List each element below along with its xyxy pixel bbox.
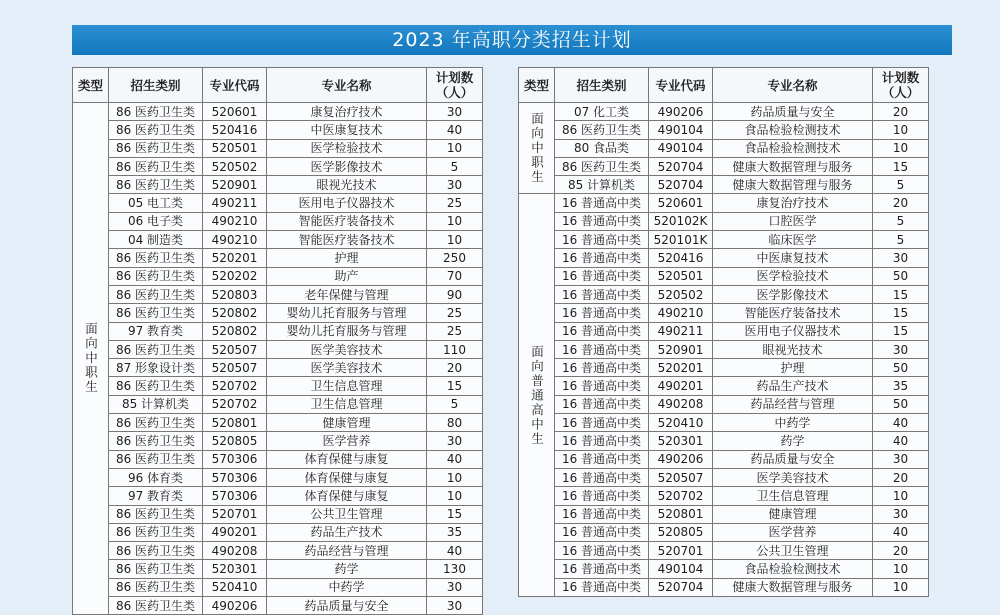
major-cell: 卫生信息管理 (267, 377, 427, 395)
major-cell: 口腔医学 (713, 212, 873, 230)
category-cell: 16 普通高中类 (555, 249, 649, 267)
table-row (519, 377, 929, 395)
category-cell: 16 普通高中类 (555, 487, 649, 505)
major-cell: 智能医疗装备技术 (267, 231, 427, 249)
quota-cell: 40 (873, 414, 929, 432)
code-cell: 520704 (649, 578, 713, 596)
code-cell: 520701 (649, 542, 713, 560)
major-cell: 中医康复技术 (713, 249, 873, 267)
category-cell: 16 普通高中类 (555, 450, 649, 468)
quota-cell: 30 (427, 432, 483, 450)
table-row (73, 560, 483, 578)
table-row (73, 505, 483, 523)
category-cell: 16 普通高中类 (555, 414, 649, 432)
group-type-cell: 面向中职生 (519, 103, 555, 194)
category-cell: 16 普通高中类 (555, 432, 649, 450)
table-row (73, 322, 483, 340)
table-row (519, 487, 929, 505)
quota-cell: 10 (873, 560, 929, 578)
major-cell: 体育保健与康复 (267, 468, 427, 486)
page-title: 2023 年高职分类招生计划 (72, 25, 952, 55)
code-cell: 520801 (203, 414, 267, 432)
major-cell: 临床医学 (713, 231, 873, 249)
category-cell: 86 医药卫生类 (109, 450, 203, 468)
quota-cell: 10 (873, 487, 929, 505)
major-cell: 眼视光技术 (267, 176, 427, 194)
category-cell: 97 教育类 (109, 322, 203, 340)
code-cell: 490210 (649, 304, 713, 322)
quota-cell: 15 (873, 157, 929, 175)
major-cell: 药品生产技术 (713, 377, 873, 395)
quota-cell: 5 (427, 157, 483, 175)
table-row (519, 176, 929, 194)
major-cell: 药学 (267, 560, 427, 578)
table-row (73, 157, 483, 175)
major-cell: 健康大数据管理与服务 (713, 157, 873, 175)
code-cell: 520202 (203, 267, 267, 285)
code-cell: 520507 (649, 468, 713, 486)
code-cell: 490210 (203, 212, 267, 230)
table-row (519, 395, 929, 413)
enrollment-table-right (518, 67, 929, 597)
code-cell: 490201 (203, 523, 267, 541)
category-header: 招生类别 (555, 68, 649, 103)
table-row (73, 450, 483, 468)
table-row (519, 578, 929, 596)
code-cell: 520802 (203, 304, 267, 322)
quota-header: 计划数 （人） (873, 68, 929, 103)
quota-cell: 40 (427, 450, 483, 468)
code-cell: 520301 (203, 560, 267, 578)
code-cell: 520410 (203, 578, 267, 596)
code-cell: 570306 (203, 468, 267, 486)
category-cell: 16 普通高中类 (555, 377, 649, 395)
table-row (519, 304, 929, 322)
quota-cell: 20 (873, 542, 929, 560)
quota-cell: 10 (873, 139, 929, 157)
table-row (73, 487, 483, 505)
category-cell: 16 普通高中类 (555, 285, 649, 303)
quota-cell: 15 (427, 505, 483, 523)
quota-cell: 5 (873, 212, 929, 230)
code-header: 专业代码 (203, 68, 267, 103)
major-cell: 医学影像技术 (713, 285, 873, 303)
quota-cell: 15 (873, 285, 929, 303)
major-cell: 中医康复技术 (267, 121, 427, 139)
code-cell: 520601 (649, 194, 713, 212)
quota-cell: 10 (427, 212, 483, 230)
quota-cell: 30 (873, 340, 929, 358)
major-cell: 药学 (713, 432, 873, 450)
major-cell: 医学美容技术 (267, 340, 427, 358)
category-cell: 16 普通高中类 (555, 468, 649, 486)
table-row (519, 322, 929, 340)
table-row (519, 212, 929, 230)
quota-cell: 30 (427, 597, 483, 615)
quota-cell: 20 (873, 103, 929, 121)
category-cell: 07 化工类 (555, 103, 649, 121)
major-cell: 卫生信息管理 (267, 395, 427, 413)
major-cell: 助产 (267, 267, 427, 285)
table-row (519, 450, 929, 468)
table-row (519, 267, 929, 285)
code-cell: 490104 (649, 560, 713, 578)
code-cell: 490208 (649, 395, 713, 413)
quota-cell: 15 (873, 304, 929, 322)
category-cell: 16 普通高中类 (555, 578, 649, 596)
code-cell: 520802 (203, 322, 267, 340)
quota-cell: 35 (427, 523, 483, 541)
table-row (519, 157, 929, 175)
major-cell: 药品质量与安全 (713, 450, 873, 468)
table-row (519, 139, 929, 157)
quota-cell: 20 (873, 194, 929, 212)
category-cell: 16 普通高中类 (555, 322, 649, 340)
table-row (73, 176, 483, 194)
major-cell: 康复治疗技术 (713, 194, 873, 212)
category-cell: 86 医药卫生类 (109, 304, 203, 322)
code-cell: 570306 (203, 450, 267, 468)
code-cell: 490206 (649, 450, 713, 468)
quota-header: 计划数 （人） (427, 68, 483, 103)
table-row (519, 285, 929, 303)
major-cell: 食品检验检测技术 (713, 560, 873, 578)
quota-cell: 10 (427, 487, 483, 505)
code-cell: 520201 (649, 359, 713, 377)
major-cell: 智能医疗装备技术 (267, 212, 427, 230)
code-cell: 490206 (649, 103, 713, 121)
major-cell: 健康大数据管理与服务 (713, 176, 873, 194)
type-header: 类型 (519, 68, 555, 103)
quota-cell: 40 (873, 523, 929, 541)
table-header-row (73, 68, 483, 103)
major-cell: 药品经营与管理 (713, 395, 873, 413)
code-cell: 520901 (649, 340, 713, 358)
code-cell: 490104 (649, 121, 713, 139)
category-cell: 86 医药卫生类 (109, 560, 203, 578)
major-cell: 眼视光技术 (713, 340, 873, 358)
category-cell: 86 医药卫生类 (109, 249, 203, 267)
table-header-row (519, 68, 929, 103)
category-cell: 16 普通高中类 (555, 359, 649, 377)
code-cell: 520805 (649, 523, 713, 541)
major-cell: 中药学 (267, 578, 427, 596)
code-cell: 520102K (649, 212, 713, 230)
code-header: 专业代码 (649, 68, 713, 103)
quota-cell: 30 (427, 176, 483, 194)
quota-cell: 50 (873, 267, 929, 285)
table-row (519, 340, 929, 358)
category-cell: 86 医药卫生类 (109, 523, 203, 541)
category-cell: 86 医药卫生类 (109, 578, 203, 596)
table-row (73, 267, 483, 285)
category-cell: 87 形象设计类 (109, 359, 203, 377)
quota-cell: 10 (873, 121, 929, 139)
quota-cell: 5 (873, 231, 929, 249)
quota-cell: 30 (427, 578, 483, 596)
category-cell: 86 医药卫生类 (555, 121, 649, 139)
major-cell: 公共卫生管理 (713, 542, 873, 560)
major-header: 专业名称 (267, 68, 427, 103)
major-cell: 婴幼儿托育服务与管理 (267, 322, 427, 340)
quota-cell: 10 (427, 468, 483, 486)
table-row (519, 523, 929, 541)
major-cell: 中药学 (713, 414, 873, 432)
code-cell: 520702 (203, 377, 267, 395)
quota-cell: 5 (427, 395, 483, 413)
category-cell: 86 医药卫生类 (109, 267, 203, 285)
quota-cell: 40 (427, 121, 483, 139)
code-cell: 490104 (649, 139, 713, 157)
category-cell: 16 普通高中类 (555, 231, 649, 249)
major-cell: 药品经营与管理 (267, 542, 427, 560)
category-cell: 16 普通高中类 (555, 542, 649, 560)
table-row (519, 194, 929, 212)
code-cell: 520601 (203, 103, 267, 121)
major-cell: 医学美容技术 (267, 359, 427, 377)
category-cell: 86 医药卫生类 (109, 340, 203, 358)
table-row (519, 231, 929, 249)
major-cell: 医学检验技术 (713, 267, 873, 285)
category-cell: 16 普通高中类 (555, 505, 649, 523)
code-cell: 520502 (649, 285, 713, 303)
code-cell: 490210 (203, 231, 267, 249)
major-cell: 食品检验检测技术 (713, 121, 873, 139)
quota-cell: 30 (873, 249, 929, 267)
quota-cell: 130 (427, 560, 483, 578)
code-cell: 520501 (203, 139, 267, 157)
major-cell: 药品生产技术 (267, 523, 427, 541)
code-cell: 520805 (203, 432, 267, 450)
major-cell: 健康管理 (713, 505, 873, 523)
code-cell: 520704 (649, 157, 713, 175)
table-row (73, 121, 483, 139)
quota-cell: 10 (427, 139, 483, 157)
table-row (519, 432, 929, 450)
major-cell: 药品质量与安全 (267, 597, 427, 615)
code-cell: 520502 (203, 157, 267, 175)
table-row (519, 542, 929, 560)
category-cell: 16 普通高中类 (555, 395, 649, 413)
major-cell: 护理 (267, 249, 427, 267)
table-row (73, 432, 483, 450)
major-cell: 医用电子仪器技术 (267, 194, 427, 212)
category-cell: 06 电子类 (109, 212, 203, 230)
quota-cell: 50 (873, 395, 929, 413)
code-cell: 520901 (203, 176, 267, 194)
category-cell: 16 普通高中类 (555, 212, 649, 230)
table-row (519, 468, 929, 486)
table-row (73, 597, 483, 615)
quota-cell: 250 (427, 249, 483, 267)
table-row (73, 231, 483, 249)
code-cell: 490208 (203, 542, 267, 560)
quota-cell: 10 (427, 231, 483, 249)
category-cell: 85 计算机类 (555, 176, 649, 194)
major-header: 专业名称 (713, 68, 873, 103)
quota-cell: 25 (427, 304, 483, 322)
table-row (73, 578, 483, 596)
table-row (73, 194, 483, 212)
quota-cell: 20 (427, 359, 483, 377)
code-cell: 520201 (203, 249, 267, 267)
category-cell: 96 体育类 (109, 468, 203, 486)
major-cell: 药品质量与安全 (713, 103, 873, 121)
table-row (73, 359, 483, 377)
category-cell: 16 普通高中类 (555, 267, 649, 285)
table-row (73, 523, 483, 541)
code-cell: 520416 (649, 249, 713, 267)
major-cell: 医用电子仪器技术 (713, 322, 873, 340)
code-cell: 520702 (203, 395, 267, 413)
code-cell: 520704 (649, 176, 713, 194)
code-cell: 520301 (649, 432, 713, 450)
type-header: 类型 (73, 68, 109, 103)
code-cell: 520801 (649, 505, 713, 523)
table-row (73, 340, 483, 358)
enrollment-table-left (72, 67, 483, 615)
code-cell: 520507 (203, 340, 267, 358)
code-cell: 520101K (649, 231, 713, 249)
category-cell: 86 医药卫生类 (109, 176, 203, 194)
quota-cell: 80 (427, 414, 483, 432)
major-cell: 护理 (713, 359, 873, 377)
category-cell: 86 医药卫生类 (109, 432, 203, 450)
quota-cell: 50 (873, 359, 929, 377)
major-cell: 健康大数据管理与服务 (713, 578, 873, 596)
category-cell: 86 医药卫生类 (109, 377, 203, 395)
category-cell: 86 医药卫生类 (109, 414, 203, 432)
code-cell: 520501 (649, 267, 713, 285)
major-cell: 医学美容技术 (713, 468, 873, 486)
code-cell: 490211 (203, 194, 267, 212)
code-cell: 490211 (649, 322, 713, 340)
table-row (73, 139, 483, 157)
quota-cell: 25 (427, 194, 483, 212)
table-row (73, 542, 483, 560)
table-row (519, 505, 929, 523)
category-cell: 80 食品类 (555, 139, 649, 157)
code-cell: 490201 (649, 377, 713, 395)
category-cell: 16 普通高中类 (555, 560, 649, 578)
table-row (73, 395, 483, 413)
code-cell: 520507 (203, 359, 267, 377)
group-type-cell: 面向普通高中生 (519, 194, 555, 597)
table-row (519, 121, 929, 139)
major-cell: 智能医疗装备技术 (713, 304, 873, 322)
major-cell: 体育保健与康复 (267, 487, 427, 505)
table-row (73, 249, 483, 267)
code-cell: 520803 (203, 285, 267, 303)
major-cell: 婴幼儿托育服务与管理 (267, 304, 427, 322)
table-row (519, 414, 929, 432)
category-cell: 86 医药卫生类 (109, 505, 203, 523)
major-cell: 食品检验检测技术 (713, 139, 873, 157)
major-cell: 医学营养 (267, 432, 427, 450)
category-cell: 86 医药卫生类 (109, 121, 203, 139)
category-cell: 04 制造类 (109, 231, 203, 249)
quota-cell: 20 (873, 468, 929, 486)
table-row (73, 468, 483, 486)
category-cell: 86 医药卫生类 (109, 157, 203, 175)
category-cell: 16 普通高中类 (555, 194, 649, 212)
table-row (519, 560, 929, 578)
category-cell: 05 电工类 (109, 194, 203, 212)
quota-cell: 110 (427, 340, 483, 358)
table-row (519, 103, 929, 121)
major-cell: 医学检验技术 (267, 139, 427, 157)
category-cell: 86 医药卫生类 (109, 542, 203, 560)
major-cell: 康复治疗技术 (267, 103, 427, 121)
major-cell: 公共卫生管理 (267, 505, 427, 523)
table-row (519, 249, 929, 267)
category-cell: 16 普通高中类 (555, 523, 649, 541)
code-cell: 520410 (649, 414, 713, 432)
table-row (73, 414, 483, 432)
quota-cell: 30 (427, 103, 483, 121)
category-cell: 86 医药卫生类 (109, 139, 203, 157)
code-cell: 520701 (203, 505, 267, 523)
category-cell: 97 教育类 (109, 487, 203, 505)
major-cell: 医学影像技术 (267, 157, 427, 175)
category-cell: 86 医药卫生类 (109, 597, 203, 615)
quota-cell: 15 (427, 377, 483, 395)
category-cell: 86 医药卫生类 (109, 103, 203, 121)
major-cell: 医学营养 (713, 523, 873, 541)
category-cell: 16 普通高中类 (555, 340, 649, 358)
group-type-cell: 面向中职生 (73, 103, 109, 615)
code-cell: 520702 (649, 487, 713, 505)
code-cell: 570306 (203, 487, 267, 505)
quota-cell: 35 (873, 377, 929, 395)
table-row (73, 377, 483, 395)
category-header: 招生类别 (109, 68, 203, 103)
quota-cell: 70 (427, 267, 483, 285)
major-cell: 卫生信息管理 (713, 487, 873, 505)
table-row (73, 285, 483, 303)
category-cell: 16 普通高中类 (555, 304, 649, 322)
quota-cell: 90 (427, 285, 483, 303)
category-cell: 86 医药卫生类 (555, 157, 649, 175)
table-row (519, 359, 929, 377)
major-cell: 体育保健与康复 (267, 450, 427, 468)
table-row (73, 304, 483, 322)
major-cell: 老年保健与管理 (267, 285, 427, 303)
category-cell: 85 计算机类 (109, 395, 203, 413)
quota-cell: 40 (427, 542, 483, 560)
category-cell: 86 医药卫生类 (109, 285, 203, 303)
quota-cell: 30 (873, 505, 929, 523)
quota-cell: 40 (873, 432, 929, 450)
quota-cell: 25 (427, 322, 483, 340)
quota-cell: 15 (873, 322, 929, 340)
table-row (73, 103, 483, 121)
table-row (73, 212, 483, 230)
quota-cell: 5 (873, 176, 929, 194)
quota-cell: 30 (873, 450, 929, 468)
code-cell: 490206 (203, 597, 267, 615)
quota-cell: 10 (873, 578, 929, 596)
major-cell: 健康管理 (267, 414, 427, 432)
code-cell: 520416 (203, 121, 267, 139)
